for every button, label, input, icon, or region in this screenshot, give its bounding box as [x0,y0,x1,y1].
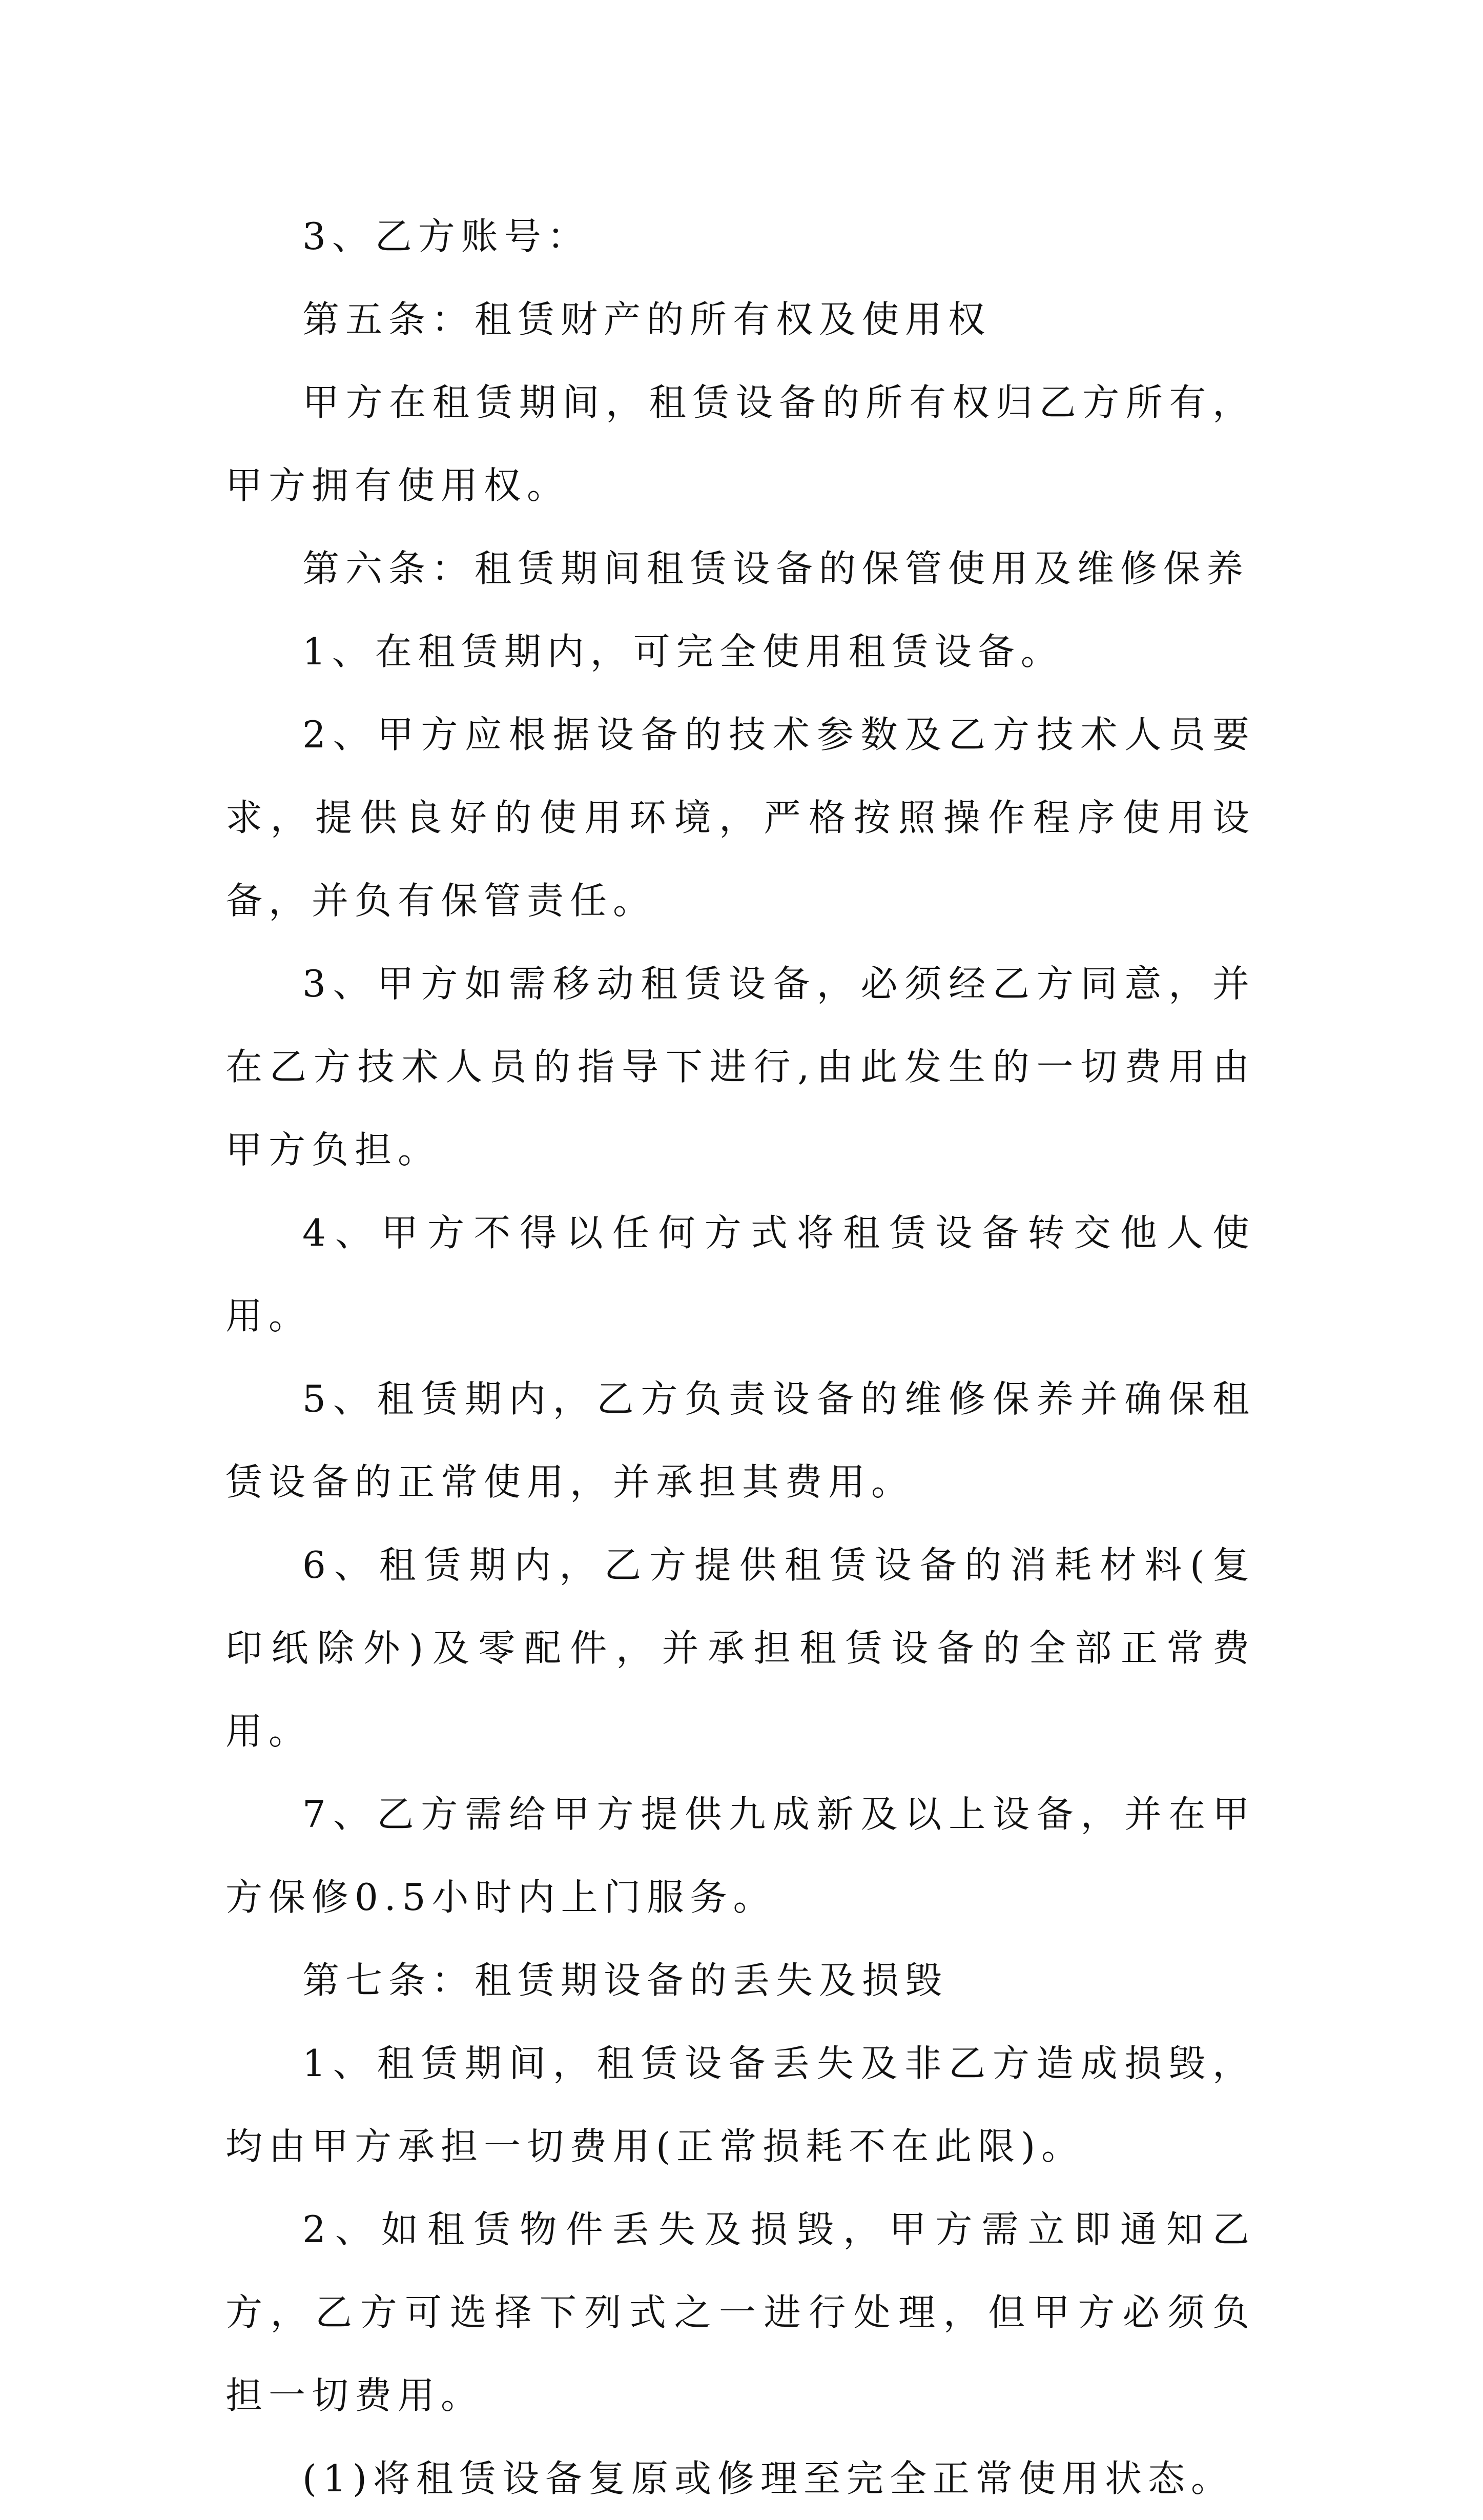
clause-7-1: 1、租赁期间，租赁设备丢失及非乙方造成损毁，均由甲方承担一切费用(正常损耗不在此限)。 [225,2042,1255,2168]
clause-6-3: 3、甲方如需移动租赁设备，必须经乙方同意，并在乙方技术人员的指导下进行,由此发生的一切费用由甲方负担。 [225,962,1255,1171]
heading-article-6: 第六条：租赁期间租赁设备的保管使用及维修保养 [302,547,1250,590]
clause-6-2: 2、甲方应根据设备的技术参数及乙方技术人员要求，提供良好的使用环境，严格按照操作程序使用设备，并负有保管责任。 [225,713,1255,922]
clause-6-4: 4、甲方不得以任何方式将租赁设备转交他人使用。 [225,1211,1255,1337]
paragraph-account: 3、乙方账号： [302,215,590,258]
paragraph-ownership: 甲方在租赁期间，租赁设备的所有权归乙方所有，甲方拥有使用权。 [225,381,1255,507]
heading-article-5: 第五条：租赁财产的所有权及使用权 [302,298,992,341]
clause-7-2: 2、如租赁物件丢失及损毁，甲方需立即通知乙方，乙方可选择下列式之一进行处理，但甲方必须负担一切费用。 [225,2208,1255,2417]
document-body [225,195,1255,2520]
clause-6-1: 1、在租赁期内，可完全使用租赁设备。 [302,630,1064,673]
clause-6-5: 5、租赁期内，乙方负责设备的维修保养并确保租赁设备的正常使用，并承担其费用。 [225,1377,1255,1503]
heading-article-7: 第七条：租赁期设备的丢失及损毁 [302,1959,949,2002]
clause-7-2-1: (1)将租赁设备复原或修理至完全正常使用状态。 [302,2457,1234,2500]
clause-6-7: 7、乙方需给甲方提供九成新及以上设备，并在甲方保修0.5小时内上门服务。 [225,1793,1255,1919]
clause-6-6: 6、租赁期内，乙方提供租赁设备的消耗材料(复印纸除外)及零配件，并承担租赁设备的全部正常费用。 [225,1543,1255,1753]
